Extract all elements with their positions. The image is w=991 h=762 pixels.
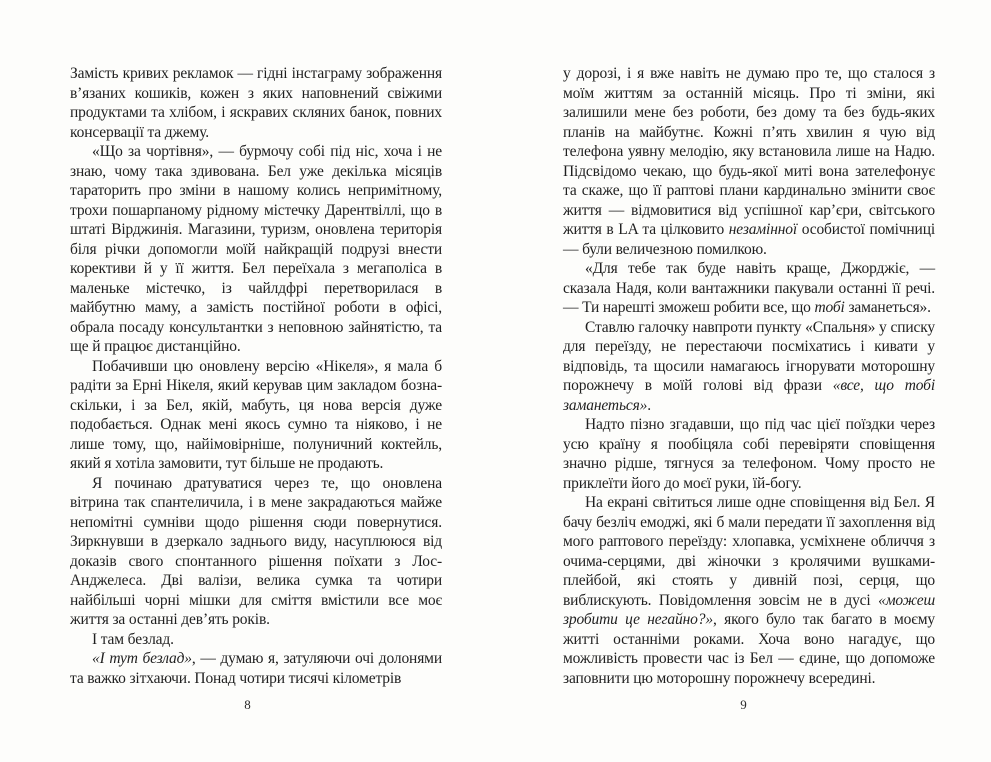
paragraph	[70, 630, 442, 650]
paragraph	[70, 142, 442, 357]
page-number-right: 9	[740, 697, 747, 712]
text-segment: «Для тебе так буде навіть краще, Джорджіє, — сказала Надя, коли вантажники пакували останні її речі. — Ти нарешті зможеш робити все, що	[563, 260, 935, 316]
text-segment: заманеться».	[844, 299, 931, 316]
italic-text-segment: «І тут безлад»	[92, 650, 192, 667]
text-segment: Я починаю дратуватися через те, що оновлена вітрина так спантеличила, і в мене закрадаються майже непомітні сумніви щодо рішення сюди повернутися. Зиркнувши в дзеркало заднього виду, насуплююся від доказів свого спонтанного рішення поїхати з Лос-Анджелеса. Дві валізи, велика сумка та чотири найбільші чорні мішки для сміття вмістили все моє життя за останні дев’ять років.	[70, 474, 442, 628]
page-left-text-block	[70, 64, 442, 688]
paragraph	[70, 649, 442, 688]
page-right	[496, 0, 991, 762]
text-segment: у дорозі, і я вже навіть не думаю про те, що сталося з моїм життям за останній місяць. Про ті зміни, які залишили мене без роботи, без дому та без будь-яких планів на майбутнє. Кожні п’ять хвилин я чую від телефона уявну мелодію, яку встановила лише на Надю. Підсвідомо чекаю, що будь-якої миті вона зателефонує та скаже, що її раптові плани кардинально змінити своє життя — відмовитися від успішної кар’єри, світського життя в LA та цілковито	[563, 65, 935, 238]
text-segment: Побачивши цю оновлену версію «Нікеля», я мала б радіти за Ерні Нікеля, який керував цим закладом бозна-скільки, і за Бел, якій, мабуть, ця нова версія дуже подобається. Однак мені якось сумно та ніяково, і не лише тому, що, найімовірніше, полуничний коктейль, який я хотіла замовити, тут більше не продають.	[70, 357, 442, 472]
paragraph	[563, 415, 935, 493]
text-segment: І там безлад.	[92, 630, 174, 648]
italic-text-segment: тобі	[814, 299, 845, 316]
paragraph	[563, 493, 935, 688]
text-segment: .	[647, 396, 651, 414]
page-number-left: 8	[244, 697, 251, 712]
text-segment: , — думаю я, затуляючи очі долонями та важко зітхаючи. Понад чотири тисячі кілометрів	[70, 650, 442, 687]
paragraph	[70, 357, 442, 474]
text-segment: На екрані світиться лише одне сповіщення від Бел. Я бачу безліч емоджі, які б мали передати її захоплення від мого раптового переїзду: хлопавка, усміхнене обличчя з очима-серцями, дві жіночки з кролячими вушками-плейбой, які стоять у дивній позі, серця, що виблискують. Повідомлення зовсім не в дусі	[563, 494, 935, 609]
paragraph	[70, 64, 442, 142]
paragraph	[70, 474, 442, 630]
text-segment: , якого було так багато в моєму житті останніми роками. Хоча воно нагадує, що можливість провести час із Бел — єдине, що допоможе заповнити цю моторошну порожнечу всередині.	[563, 611, 935, 687]
paragraph	[563, 64, 935, 259]
page-left	[0, 0, 495, 762]
italic-text-segment: «все, що тобі заманеться»	[563, 377, 935, 414]
text-segment: Замість кривих рекламок — гідні інстаграму зображення в’язаних кошиків, кожен з яких наповнений свіжими продуктами та хлібом, і яскравих скляних банок, повних консервації та джему.	[70, 65, 442, 141]
page-right-text-block	[563, 64, 935, 688]
text-segment: «Що за чортівня», — бурмочу собі під ніс, хоча і не знаю, чому така здивована. Бел уже декілька місяців тараторить про зміни в нашому колись непримітному, трохи пошарпаному рідному містечку Дарентвіллі, що в штаті Вірджинія. Магазини, туризм, оновлена територія біля річки допомогли моїй найкращій подрузі внести корективи й у її життя. Бел переїхала з мегаполіса в маленьке містечко, із чайлдфрі перетворилася в майбутню маму, а замість постійної роботи в офісі, обрала посаду консультантки з неповною зайнятістю, та ще й працює дистанційно.	[70, 143, 442, 355]
text-segment: Ставлю галочку навпроти пункту «Спальня» у списку для переїзду, не перестаючи посміхатись і кивати у відповідь, та щосили намагаюсь ігнорувати моторошну порожнечу в моїй голові від фрази	[563, 318, 935, 394]
text-segment: особистої помічниці — були величезною помилкою.	[563, 221, 936, 258]
text-segment: Надто пізно згадавши, що під час цієї поїздки через усю країну я пообіцяла собі перевіряти сповіщення значно рідше, тягнуся за телефоном. Чому просто не приклеїти його до моєї руки, їй-богу.	[563, 416, 935, 492]
paragraph	[563, 259, 935, 318]
italic-text-segment: «можеш зробити це негайно?»	[563, 591, 935, 628]
italic-text-segment: незамінної	[728, 221, 798, 238]
paragraph	[563, 318, 935, 416]
